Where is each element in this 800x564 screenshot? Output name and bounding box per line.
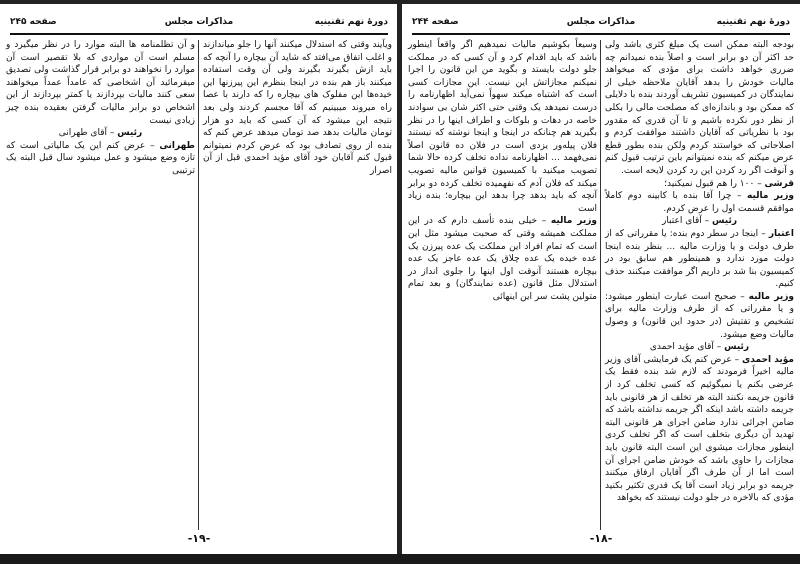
speech-paragraph: وزیر مالیه – چرا آقا بنده با کابینه دوم کاملاً موافقم قسمت اول را عرض کردم. [605,191,794,214]
speech-text: بودجه البته ممکن است یک مبلغ کثری باشد ولی حد اکثر آن دو برابر است و اصلاً بنده نمیدانم چه ضرری خواهد داشت برای مؤدی که میخواهد مالیات خودش را بدهد آقایان ملاحظه خیلی از نمایندگان در کمیسیون تشریف آوردند بنده با دلایلی که ممکن بود و باندازه‌ای که مصلحت مالی را بکلی از نظر دور نکرده باشیم و تا آن قدری که مقدور بود با نظریاتی که آقایان داشتند موافقت کردم و اصلاحاتی که خواستند کردم ولکن بنده بطور قطع عرض میکنم که بنده نمیتوانم باین ترتیب قبول کنم و آنوقت اگر رد کردن این رد کردن لایحه است. [605,40,794,176]
page-left [4,6,394,554]
publication-title: مذاکرات مجلس [566,17,636,27]
speech-paragraph: مؤید احمدی – عرض کنم یک فرمایشی آقای وزیر مالیه اخیراً فرمودند که لازم شد بنده فقط یک عرضی بکنم یا نمیگوئیم که کسی تخلف کرد از قانون جریمه نکنند البته هر تخلف از هر قانونی باید جریمه داشته باشد اینکه اگر جریمه نداشته باشد که ضامن اجرائی ندارد ضامن اجرای هر قانونی البته تهدید آن دیگری بتخلف است که اگر تخلف کردی اینطور مجازات میشوی این است البته قانون باید مجازات را حاوی باشد که خودش ضامن اجرای آن است اما از آن طرف اگر آقایان ارفاق میکنند جریمه دو برابر زیاد است آقا یک قدری تکثیر بکنید مؤدی که بالاخره در جلو دولت نیستند که بخواهد [605,354,794,504]
speech-text: اینجا در سطر دوم بنده: یا مقرراتی که از طرف دولت و یا وزارت مالیه ... بنظر بنده اینجا دولت مورد ندارد و همینطور هم سابق بود در کمیسیون بنا شد بر داریم اگر موافقت میکنند حذف کنیم. [605,228,794,290]
speech-text: ویآیند وقتی که استدلال میکنند آنها را جلو میاندازند و اغلب اتفاق می‌افتد که شاید آن بیچاره را آنچه که باید ازش بگیرند بگیرند ولی آن وقت استفاده میکنند باز هم بنده در اینجا بنظرم این پیرزنها این خیده‌ها این مفلوک های بیچاره را که دارند با عصا راه میروند میبینیم که آقا مجسم کردند ولی بعد نتیجه این میشود که آن کسی که باید دو هزار تومان مالیات بدهد صد تومان میدهد عرض کنم که بنده از روی تصادف بود که عرض کردم نمیتوانم قبول کنم آقایان خود آقای مؤید احمدی قبل از آن اصرار [203,40,392,176]
speaker-name: رئیس [724,342,750,353]
speech-text: عرض کنم این یک مالیاتی است که تازه وضع میشود و عمل میشود سال قبل البته یک ترتیبی [6,140,195,176]
speaker-name: قرشی [764,178,794,189]
speaker-call: رئیس – آقای اعتبار [661,216,738,227]
text-column-right [203,39,392,178]
speech-text: آقای مؤید احمدی [649,342,714,353]
speaker-name: طهرانی [159,140,195,151]
speech-text: و آن تظلمنامه ها البته موارد را در نظر میگیرد و مسلم است آن مواردی که بلا تقصیر است آن موارد را نخواهند دو برابر قرار گذاشت ولی تصدیق میفرمائید آن اشخاصی که عامداً عمداً میخواهند سعی کنند مالیات بپردازند یا کمتر بپردازند از این اشخاص دو برابر مالیات گرفتن بعقیده بنده چیز زیادی نیست [6,40,195,126]
session-label: دورهٔ نهم تقنینیه [716,17,790,27]
speech-text: آقای اعتبار [661,216,702,227]
speech-paragraph: وزیر مالیه – خیلی بنده تأسف دارم که در این مملکت همیشه وقتی که صحبت میشود مثل این است که تمام افراد این مملکت یک عده پیرزن یک عده خیده یک عده چلاق یک عده عاجز یک عده بیچاره هستند آنوقت اول اینها را جلوی انداز در استدلال مثل قانون (عده نمایندگان) و بعد تمام متولین پشت سر این اینهائی [408,216,597,302]
speech-paragraph: اعتبار – اینجا در سطر دوم بنده: یا مقرراتی که از طرف دولت و یا وزارت مالیه ... بنظر بنده اینجا دولت مورد ندارد و همینطور هم سابق بود در کمیسیون بنا شد بر داریم اگر موافقت میکنند حذف کنیم. [605,228,794,290]
speaker-name: رئیس [712,216,738,227]
speech-paragraph [408,39,597,215]
page-number: صفحه ۲۴۵ [10,17,57,27]
speech-paragraph [203,39,392,178]
speaker-name: مؤید احمدی [742,354,794,365]
speech-paragraph [6,39,195,127]
speaker-name: وزیر مالیه [748,291,794,302]
session-label: دورهٔ نهم تقنینیه [314,17,388,27]
book-gutter [397,0,402,564]
header-divider [412,33,790,35]
column-divider [600,40,601,530]
page-right [406,6,796,554]
column-divider [198,40,199,530]
header-divider [10,33,388,35]
text-column-left [408,39,597,303]
text-column-left [6,39,195,178]
page-header [412,14,790,32]
text-column-right [605,39,794,505]
publication-title: مذاکرات مجلس [164,17,234,27]
speech-paragraph: وزیر مالیه – صحیح است عبارت اینطور میشود: و یا مقرراتی که از طرف وزارت مالیه برای تشخیص و تفتیش (در حدود این قانون) و وصول مالیات وضع میشود. [605,291,794,340]
speech-paragraph [605,39,794,178]
speaker-name: وزیر مالیه [550,216,597,227]
page-footer-number: -۱۸- [589,532,613,545]
speaker-name: رئیس [117,128,143,139]
speech-text: چرا آقا بنده با کابینه دوم کاملاً موافقم قسمت اول را عرض کردم. [605,191,794,214]
speech-text: عرض کنم یک فرمایشی آقای وزیر مالیه اخیراً فرمودند که لازم شد بنده فقط یک عرضی بکنم یا نمیگوئیم که کسی تخلف کرد از قانون جریمه نکنند البته هر تخلف از هر قانونی باید جریمه داشته باشد اینکه اگر جریمه نداشته باشد که ضامن اجرائی ندارد ضامن اجرای هر قانونی البته تهدید آن دیگری بتخلف است که اگر تخلف کردی اینطور مجازات میشوی این است البته قانون باید مجازات را حاوی باشد که خودش ضامن اجرای آن است اما از آن طرف اگر آقایان ارفاق میکنند جریمه دو برابر زیاد است آقا یک قدری تکثیر بکنید مؤدی که بالاخره در جلو دولت نیستند که بخواهد [605,354,794,504]
speech-text: خیلی بنده تأسف دارم که در این مملکت همیشه وقتی که صحبت میشود مثل این است که تمام افراد این مملکت یک عده پیرزن یک عده خیده یک عده چلاق یک عده عاجز یک عده بیچاره هستند آنوقت اول اینها را جلوی انداز در استدلال مثل قانون (عده نمایندگان) و بعد تمام متولین پشت سر این اینهائی [408,216,597,302]
speech-paragraph: قرشی – ۱۰۰ را هم قبول نمیکنید؛ [664,178,794,189]
speaker-call: رئیس – آقای طهرانی [58,128,143,139]
speech-text: وسیعاً بکوشیم مالیات نمیدهیم اگر واقعاً اینطور باشد که باید اقدام کرد و آن کسی که در مملکت جلو دولت بایستد و بگوید من این قانون را اجرا نمیکنم مجازاتش این نیست. این مجازات کسی است که اشتباه میکند سهواً نمی‌آید اظهارنامه را درست نمیدهد یک وقتی حتی اکثر شان بی سوادند خاصه در دهات و بلوکات و اطراف اینها را در نظر بگیرید هم چنانکه در اینجا و اینجا نوشته که نیستند فلان پیله‌ور یزدی است در فلان ده قانون اصلاً نمی‌فهمد ... اظهارنامه نداده تخلف کرده حالا شما تصویب میکنید با کمیسیون قوانین مالیه تصویب میکند که فلان آدم که نفهمیده تخلف کرده دو برابر آنچه که باید بدهد چرا بدهد این بیچاره؛ بنده زیاد است [408,40,597,214]
speaker-name: اعتبار [768,228,794,239]
page-header [10,14,388,32]
speaker-call: رئیس – آقای مؤید احمدی [649,342,750,353]
page-footer-number: -۱۹- [187,532,211,545]
page-number: صفحه ۲۴۴ [412,17,459,27]
speech-text: ۱۰۰ را هم قبول نمیکنید؛ [664,178,755,189]
speech-text: صحیح است عبارت اینطور میشود: و یا مقرراتی که از طرف وزارت مالیه برای تشخیص و تفتیش (در حدود این قانون) و وصول مالیات وضع میشود. [605,291,794,340]
speech-paragraph: طهرانی – عرض کنم این یک مالیاتی است که تازه وضع میشود و عمل میشود سال قبل البته یک ترتیبی [6,140,195,176]
speech-text: آقای طهرانی [58,128,108,139]
scan-edge-bottom [0,554,800,564]
speaker-name: وزیر مالیه [746,191,794,202]
